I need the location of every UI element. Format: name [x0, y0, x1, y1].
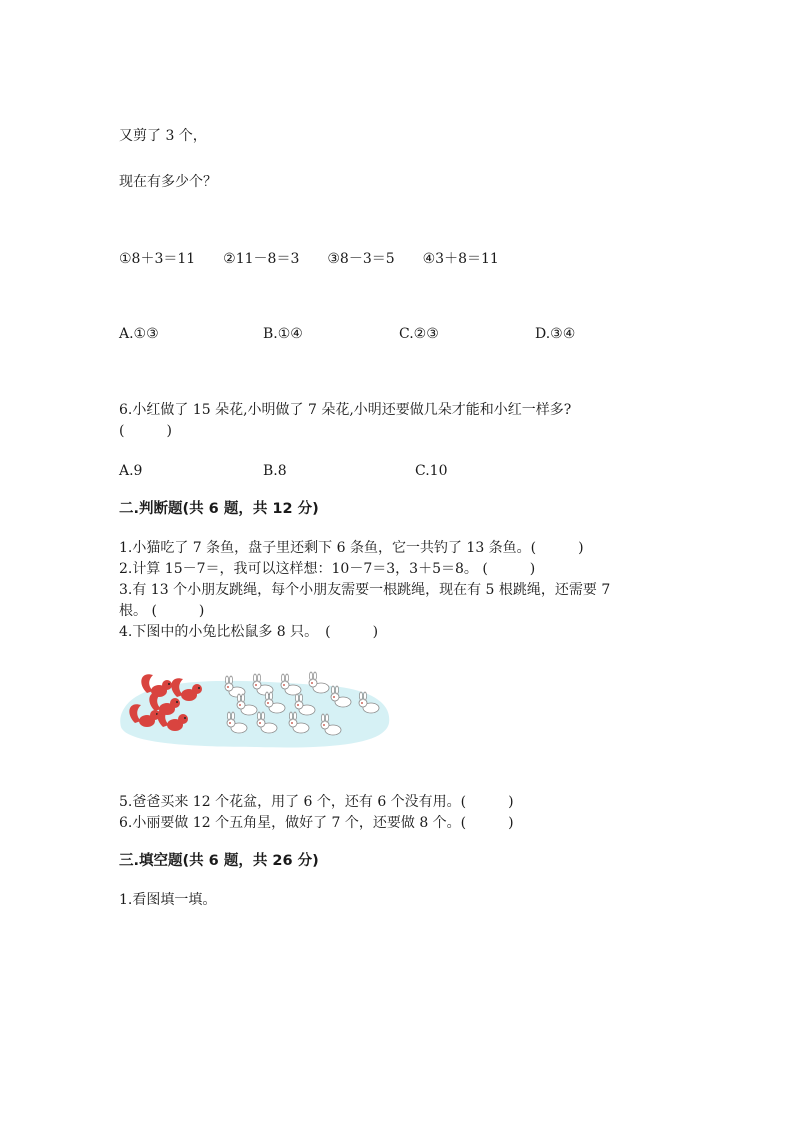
s2-item-5: 5.爸爸买来 12 个花盆，用了 6 个，还有 6 个没有用。( ): [119, 794, 514, 810]
section3-title: 三.填空题(共 6 题，共 26 分): [119, 853, 319, 869]
q6-option-c: C.10: [415, 463, 448, 479]
q6-blank: ( ): [119, 423, 172, 439]
q5-line-question: 现在有多少个？: [119, 174, 217, 190]
q6-text: 6.小红做了 15 朵花,小明做了 7 朵花,小明还要做几朵才能和小红一样多?: [119, 402, 572, 418]
s2-item-3-cont: 根。 ( ): [119, 603, 205, 619]
q5-equations: ①8＋3＝11 ②11－8＝3 ③8－3＝5 ④3＋8＝11: [119, 251, 499, 267]
s3-item-1: 1.看图填一填。: [119, 892, 217, 908]
q5-option-a: A.①③: [119, 326, 159, 342]
q5-option-b: B.①④: [263, 326, 303, 342]
s2-item-1: 1.小猫吃了 7 条鱼，盘子里还剩下 6 条鱼，它一共钓了 13 条鱼。( ): [119, 540, 584, 556]
q6-option-b: B.8: [263, 463, 287, 479]
squirrels-rabbits-figure: [117, 665, 395, 751]
s2-item-6: 6.小丽要做 12 个五角星，做好了 7 个，还要做 8 个。( ): [119, 815, 514, 831]
s2-item-3: 3.有 13 个小朋友跳绳，每个小朋友需要一根跳绳，现在有 5 根跳绳，还需要 7: [119, 582, 611, 598]
q5-line-cut: 又剪了 3 个，: [119, 128, 207, 144]
s2-item-4: 4.下图中的小兔比松鼠多 8 只。 ( ): [119, 624, 379, 640]
q6-option-a: A.9: [119, 463, 143, 479]
q5-option-d: D.③④: [535, 326, 576, 342]
s2-item-2: 2.计算 15－7＝，我可以这样想：10－7＝3，3＋5＝8。 ( ): [119, 561, 536, 577]
section2-title: 二.判断题(共 6 题，共 12 分): [119, 501, 319, 517]
q5-option-c: C.②③: [399, 326, 439, 342]
